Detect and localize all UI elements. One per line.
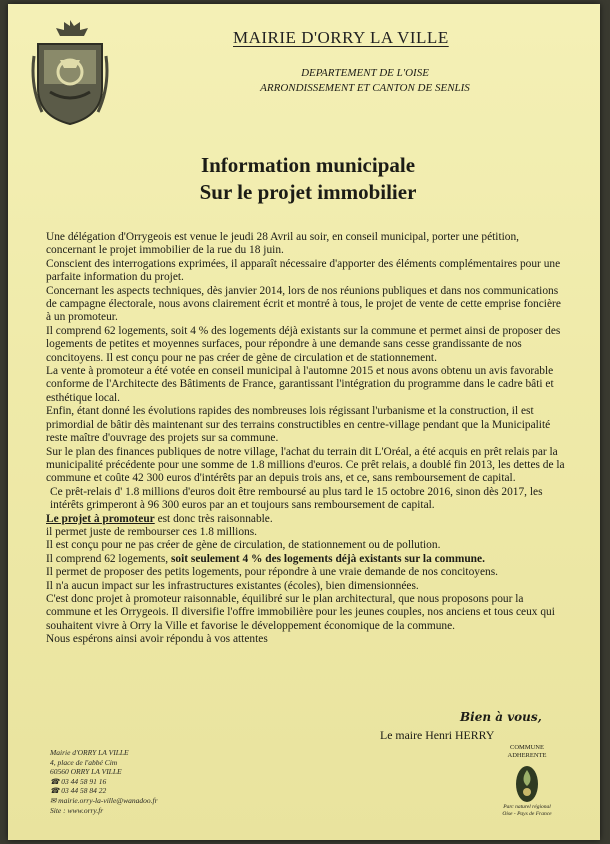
paragraph: Enfin, étant donné les évolutions rapides des nombreuses lois régissant l'urbanisme et la construction, il est primordial de bâtir dès maintenant sur des terrains constructibles en centre-village pendant que la Municipalité reste maître d'ouvrage des projets sur sa commune. [46,405,551,445]
title-line-2: Sur le projet immobilier [199,180,417,204]
contact-address-1: 4, place de l'abbé Cim [50,757,118,767]
rembourser-line: il permet juste de rembourser ces 1.8 millions. [46,525,257,538]
conclusion-paragraph: C'est donc projet à promoteur raisonnable, équilibré sur le plan architectural, que nous proposons pour la commune et les Orrygeois. Il diversifie l'offre immobilière pour les jeunes couples, nos anciens et tous ceux qui souhaitent vivre à Orry la Ville et favorise le développement économique de la commune. [46,592,555,632]
paragraph: Conscient des interrogations exprimées, il apparaît nécessaire d'apporter des éléments complémentaires pour une parfaite information du projet. [46,257,561,284]
commune-badge [498,744,556,817]
email-icon: ✉ [50,795,59,805]
contact-block [50,748,158,815]
paragraph: Il comprend 62 logements, soit 4 % des logements déjà existants sur la commune et permet ainsi de proposer des logements de petites et moyennes surfaces, pour répondre à une demande sans cesse grandissante de nos concitoyens. Il est conçu pour ne pas créer de gène de circulation et de stationnement. [46,324,561,364]
arrondissement-line: ARRONDISSEMENT ET CANTON DE SENLIS [260,82,470,94]
contact-address-2: 60560 ORRY LA VILLE [50,767,122,777]
parc-naturel-logo-icon [514,764,540,804]
contact-phone: 03 44 58 91 16 [61,776,107,786]
contact-email[interactable]: mairie.orry-la-ville@wanadoo.fr [58,795,158,805]
contact-name: Mairie d'ORRY LA VILLE [50,748,129,757]
paragraph: La vente à promoteur a été votée en conseil municipal à l'automne 2015 et nous avons obtenu un avis favorable conforme de l'Architecte des Bâtiments de France, garantissant l'intégration du programme dans le cadre bâti et esthétique local. [46,365,554,404]
parc-line-1: Parc naturel régional [503,804,551,810]
contact-email-row [50,796,158,806]
departement-line: DEPARTEMENT DE L'OISE [301,67,429,79]
fax-icon: ☎ [50,786,62,796]
closing-greeting: Bien à vous, [460,710,542,724]
commune-line-1: COMMUNE [510,744,544,751]
letter-page [8,4,600,840]
logements-bold: soit seulement 4 % des logements déjà existants sur la commune. [170,552,485,565]
coat-of-arms-icon [30,16,110,128]
contact-site[interactable]: Site : www.orry.fr [50,805,104,815]
letter-body [46,231,566,647]
page-title [158,152,458,206]
title-line-1: Information municipale [200,153,416,177]
promoteur-line [46,513,566,526]
promoteur-bold: Le projet à promoteur [46,512,155,525]
phone-icon: ☎ [50,776,62,786]
proposer-line: Il permet de proposer des petits logements, pour répondre à une vraie demande de nos concitoyens. [46,566,498,579]
department-info [230,66,500,96]
promoteur-rest: est donc très raisonnable. [154,512,273,525]
impact-line: Il n'a aucun impact sur les infrastructures existantes (écoles), bien dimensionnées. [46,579,419,592]
contact-fax-row [50,786,158,796]
paragraph: Ce prêt-relais d' 1.8 millions d'euros doit être remboursé au plus tard le 15 octobre 2016, sinon dès 2017, les intérêts grimperont à 96 300 euros par an et toujours sans remboursement de capital. [50,485,543,512]
final-line: Nous espérons ainsi avoir répondu à vos attentes [46,633,268,646]
logements-start: Il comprend 62 logements, [46,552,171,565]
logements-line [46,553,566,566]
paragraph: Concernant les aspects techniques, dès janvier 2014, lors de nos réunions publiques et dans nos communications de campagne électorale, nous avons clairement écrit et montré à tous, le projet de vente de cette emprise foncière à un promoteur. [46,284,561,324]
paragraph: Une délégation d'Orrygeois est venue le jeudi 28 Avril au soir, en conseil municipal, porter une pétition, concernant le projet immobilier de la rue du 18 juin. [46,231,520,257]
commune-line-2: ADHERENTE [507,752,547,759]
paragraph: Sur le plan des finances publiques de notre village, l'achat du terrain dit L'Oréal, a été acquis en prêt relais par la municipalité précédente pour une somme de 1.8 millions d'euros. Ce prêt relais, a doublé fin 2013, les dettes de la commune et coûte 42 300 euros d'intérêts par an depuis trois ans, et ce, sans remboursement de capital. [46,445,565,485]
contact-phone-row [50,777,158,787]
parc-line-2: Oise - Pays de France [502,810,552,817]
mairie-title: MAIRIE D'ORRY LA VILLE [233,28,449,47]
gene-line: Il est conçu pour ne pas créer de gène de circulation, de stationnement ou de pollution. [46,539,441,552]
contact-fax: 03 44 58 84 22 [61,786,107,796]
mayor-signature: Le maire Henri HERRY [380,728,495,742]
